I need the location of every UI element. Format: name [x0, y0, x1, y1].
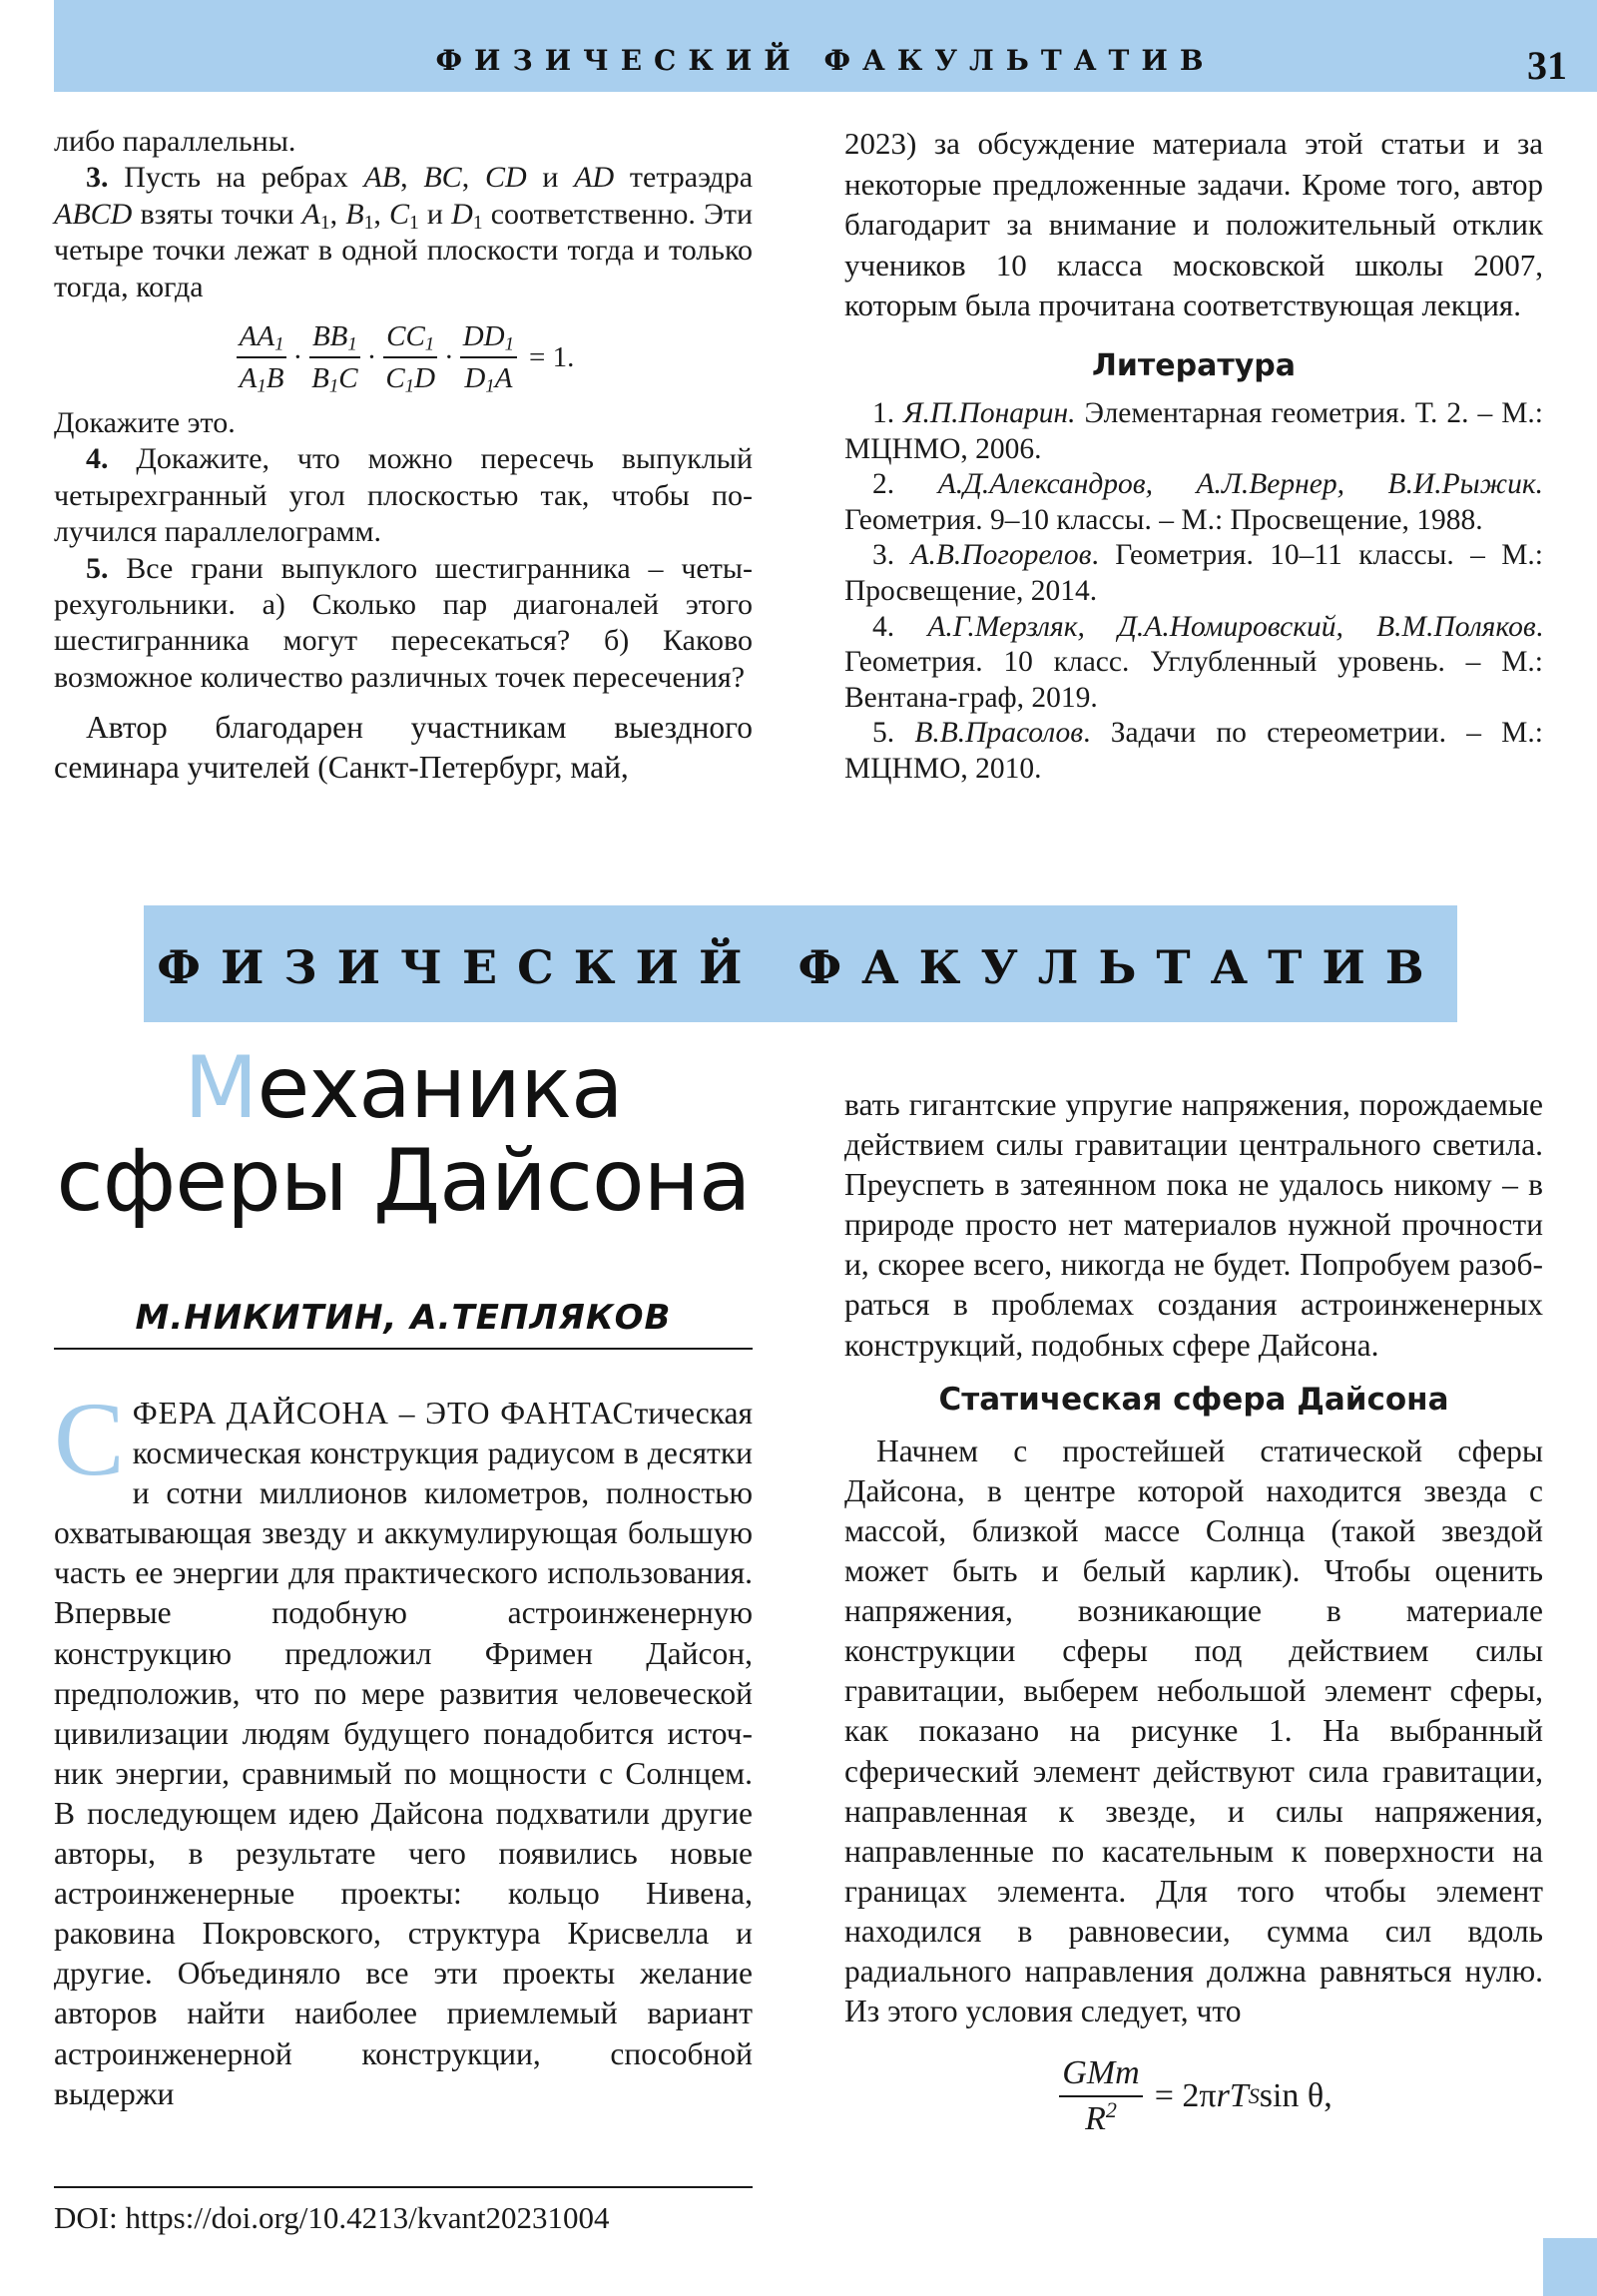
- text-span: и: [526, 161, 575, 195]
- reference-number: 5.: [872, 717, 895, 750]
- reference-text: . Геометрия. 10–11 классы. – М.: Просвещение, 2014.: [844, 539, 1544, 607]
- reference-author: А.Г.Мерзляк, Д.А.Номировский, В.М.Поляков: [927, 610, 1536, 643]
- text-span: и: [418, 197, 452, 231]
- reference-number: 1.: [872, 397, 895, 429]
- acknowledgement-continuation: 2023) за обсуждение материала этой статьи и за некоторые предложенные задачи. Кроме того, автор благодарит за внимание и положительный отклик учеников 10 класса московской школы 2007, которым была прочитана соответствующая лекция.: [844, 126, 1543, 322]
- subscript: 1: [409, 212, 419, 234]
- numerator: AA: [239, 319, 275, 352]
- doi-rule: [54, 2186, 753, 2188]
- reference-text: . Геометрия. 10 класс. Углубленный уровень. – М.: Вентана-граф, 2019.: [844, 610, 1544, 714]
- times-dot: ·: [444, 340, 454, 373]
- numerator: BB: [311, 319, 348, 352]
- denominator-b: C: [338, 362, 358, 395]
- math-span: D: [451, 197, 473, 231]
- subscript: 1: [347, 333, 357, 355]
- sine-theta: sin θ,: [1259, 2077, 1332, 2115]
- math-span: ABCD: [54, 197, 133, 231]
- reference-author: А.В.Погорелов: [910, 539, 1092, 572]
- formula-rhs: = 1.: [529, 340, 575, 373]
- math-span: B: [345, 197, 364, 231]
- problem-number: 3.: [86, 161, 109, 195]
- subscript: 1: [363, 212, 374, 234]
- denominator: R: [1085, 2100, 1106, 2138]
- fraction-aa1: [237, 318, 287, 397]
- text-span: взяты точки: [132, 197, 302, 231]
- times-dot: ·: [366, 340, 377, 373]
- article-right-column: [844, 1085, 1543, 2139]
- text-span: ,: [329, 197, 346, 231]
- exponent: 2: [1105, 2097, 1117, 2123]
- running-header-title: ФИЗИЧЕСКИЙ ФАКУЛЬТАТИВ: [435, 44, 1216, 77]
- reference-number: 4.: [872, 610, 895, 643]
- title-line-1: [54, 1038, 753, 1138]
- corner-decoration: [1543, 2238, 1597, 2296]
- text-span: соответственно. Эти четыре точки лежат в одной плоскости тогда и только тогда, когда: [54, 197, 753, 303]
- problem-4: [54, 441, 753, 550]
- title-initial: М: [184, 1038, 258, 1138]
- text-span: Пусть на ребрах: [108, 161, 364, 195]
- reference-item: [844, 716, 1543, 787]
- reference-item: [844, 467, 1543, 538]
- denominator-b: A: [494, 362, 513, 395]
- static-sphere-paragraph: Начнем с простейшей статической сферы Дайсона, в центре которой находится звезда с массой, близкой массе Солнца (такой звездой может быть и белый карлик). Чтобы оценить напряжения, возникающие в материале конструкции сферы под действием силы гравитации, выберем небольшой элемент сферы, как показано на рисунке 1. На выбранный сферический элемент действуют сила гравитации, направленная к звезде, и силы напряжения, направленные по касательным к поверхности на границах элемента. Для того чтобы элемент находился в равновесии, сумма сил вдоль радиального направления должна равняться нулю. Из этого условия следует, что: [844, 1433, 1543, 2029]
- reference-number: 3.: [872, 539, 895, 572]
- problem-3-end: Докажите это.: [54, 406, 236, 440]
- subscript: 1: [424, 333, 435, 355]
- article-title: [54, 1038, 753, 1231]
- reference-item: [844, 396, 1543, 467]
- equals-two-pi: = 2π: [1154, 2077, 1217, 2115]
- section-band: [144, 905, 1457, 1022]
- drop-cap: С: [54, 1381, 125, 1497]
- intro-caps: ФЕРА ДАЙСОНА – ЭТО ФАНТАС: [132, 1396, 635, 1431]
- intro-text: тическая космическая конструкция радиусом в десятки и сотни миллионов километров, полностью охватывающая звезду и аккумулирующая большую часть ее энергии для практического использования. Впервые подобную астроинженерную конструкцию предложил Фримен Дайсон, предположив, что по мере развития человеческой цивилизации людям будущего понадобится источник энергии, сравнимый по мощности с Солнцем. В последующем идею Дайсона подхватили другие авторы, в результате чего появились новые астроинженерные проекты: кольцо Нивена, раковина Покровского, структура Крисвелла и другие. Объединяло все эти проекты желание авторов найти наиболее приемлемый вариант астроинженерной конструкции, способной выдержи: [54, 1396, 753, 2111]
- acknowledgement-start: Автор благодарен участникам выездного семинара учителей (Санкт-Петербург, май,: [54, 710, 753, 786]
- denominator-a: A: [239, 362, 258, 395]
- math-span: BC: [423, 161, 462, 195]
- numerator: DD: [462, 319, 505, 352]
- reference-text: . Задачи по стереометрии. – М.: МЦНМО, 2010.: [844, 717, 1543, 785]
- section-subheading: Статическая сфера Дайсона: [938, 1381, 1449, 1418]
- problem-number: 4.: [86, 442, 109, 476]
- numerator: CC: [386, 319, 425, 352]
- article-authors: М.НИКИТИН, А.ТЕПЛЯКОВ: [135, 1298, 672, 1338]
- subscript: 1: [257, 375, 266, 397]
- reference-number: 2.: [872, 468, 895, 501]
- reference-text: Элементарная геометрия. Т. 2. – М.: МЦНМО, 2006.: [844, 397, 1543, 465]
- literature-heading: Литература: [1091, 347, 1297, 383]
- subscript: 1: [274, 333, 284, 355]
- reference-author: В.В.Прасолов: [914, 717, 1084, 750]
- fraction-dd1: [460, 318, 517, 397]
- text-span: ,: [400, 161, 424, 195]
- subscript: 1: [485, 375, 495, 397]
- text-span: ,: [461, 161, 485, 195]
- denominator-a: D: [464, 362, 486, 395]
- article-left-column: [54, 1381, 753, 2114]
- denominator-b: D: [414, 362, 436, 395]
- reference-item: [844, 610, 1543, 717]
- subscript: 1: [472, 212, 483, 234]
- prev-article-right-column: [844, 124, 1543, 788]
- text-span: Все грани выпуклого шестигранника – четырехугольники. а) Сколько пар диагоналей этого шестигранника могут пересекаться? б) Каково возможное количество различных точек пересечения?: [54, 551, 753, 694]
- text-span: Докажите, что можно пересечь выпуклый четырехгранный угол плоскостью так, чтобы получился параллелограмм.: [54, 442, 753, 549]
- fraction-bb1: [308, 318, 360, 397]
- page-number: 31: [1527, 43, 1567, 88]
- header-band: [54, 0, 1597, 92]
- title-line-2: сферы Дайсона: [56, 1131, 751, 1231]
- math-span: A: [301, 197, 320, 231]
- intro-paragraph: [54, 1381, 753, 2114]
- paragraph-continuation: либо параллельны.: [54, 125, 296, 158]
- denominator-a: C: [385, 362, 405, 395]
- reference-author: Я.П.Понарин.: [903, 397, 1076, 429]
- authors-rule: [54, 1348, 753, 1350]
- times-dot: ·: [292, 340, 303, 373]
- math-span: CD: [484, 161, 527, 195]
- math-span: AD: [574, 161, 615, 195]
- problem-5: [54, 551, 753, 697]
- denominator-b: B: [266, 362, 284, 395]
- title-line-1-rest: еханика: [257, 1038, 623, 1138]
- subscript: 1: [404, 375, 415, 397]
- numerator: GMm: [1059, 2053, 1142, 2097]
- doi-line: DOI: https://doi.org/10.4213/kvant20231004: [54, 2200, 610, 2235]
- math-span: C: [389, 197, 410, 231]
- subscript: 1: [328, 375, 339, 397]
- fraction-cc1: [382, 318, 438, 397]
- reference-item: [844, 538, 1543, 609]
- ratio-product-formula: [54, 309, 753, 405]
- reference-author: А.Д.Александров, А.Л.Вернер, В.И.Рыжик.: [937, 468, 1543, 501]
- reference-text: Геометрия. 9–10 классы. – М.: Просвещение, 1988.: [844, 503, 1483, 536]
- gravity-fraction: [1059, 2053, 1142, 2139]
- section-band-title: ФИЗИЧЕСКИЙ ФАКУЛЬТАТИВ: [157, 940, 1444, 994]
- math-span: AB: [363, 161, 401, 195]
- denominator-a: B: [311, 362, 329, 395]
- problem-3: [54, 160, 753, 305]
- reference-list: [844, 396, 1543, 788]
- text-span: ,: [373, 197, 389, 231]
- problem-number: 5.: [86, 551, 109, 585]
- r-t: rT: [1216, 2077, 1249, 2115]
- text-span: тетраэдра: [614, 161, 754, 195]
- gravity-equilibrium-formula: $\frac{\text{GMm}}{R^2}$ = 2π rT S sin θ,: [844, 2053, 1543, 2139]
- subscript: 1: [319, 212, 330, 234]
- prev-article-left-column: [54, 124, 753, 788]
- intro-continuation: вать гигантские упругие напряжения, порождаемые действием силы гравитации центрального светила. Преуспеть в затеянном пока не удалось никому – в природе просто нет материалов нужной прочности и, скорее всего, никогда не будет. Попробуем разобраться в проблемах создания астроинженерных конструкций, подобных сфере Дайсона.: [844, 1087, 1543, 1363]
- subscript: 1: [504, 333, 515, 355]
